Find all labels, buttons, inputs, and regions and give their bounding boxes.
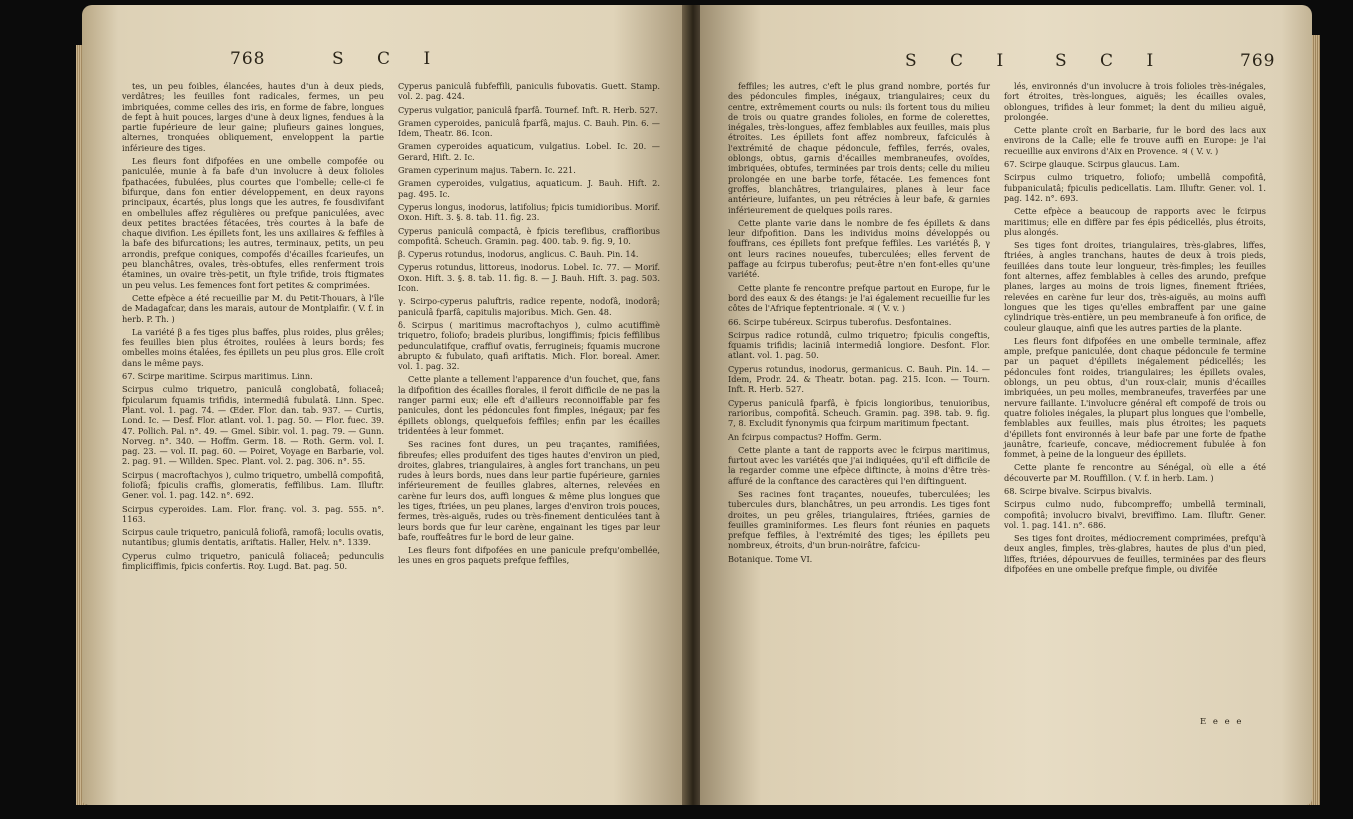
paragraph: Cyperus paniculâ fparfâ, è fpicis longioribus, tenuioribus, rarioribus, compofitâ. Scheuch. Gramin. pag. 398. tab. 9. fig. 7, 8. Excludit fynonymis qua fcirpum maritimum fpectant.: [728, 397, 990, 429]
paragraph: 67. Scirpe glauque. Scirpus glaucus. Lam.: [1004, 159, 1180, 170]
paragraph: Scirpus culmo triquetro, paniculâ conglobatâ, foliaceâ; fpicularum fquamis trifidis, intermediâ fubulatâ. Linn. Spec. Plant. vol. 1. pag. 74. — Œder. Flor. dan. tab. 937. — Curtis, Lond. Ic. — Desf. Flor. atlant. vol. 1. pag. 50. — Flor. fuec. 39. 47. Pollich. Pal. n°. 49. — Gmel. Sibir. vol. 1. pag. 79. — Gunn. Norveg. n°. 340. — Hoffm. Germ. 18. — Roth. Germ. vol. I. pag. 23. — vol. II. pag. 60. — Poiret, Voyage en Barbarie, vol. 2. pag. 91. — Willden. Spec. Plant. vol. 2. pag. 306. n°. 55.: [122, 384, 384, 467]
paragraph: Gramen cyperinum majus. Tabern. Ic. 221.: [398, 165, 576, 176]
paragraph: 66. Scirpe tubéreux. Scirpus tuberofus. Desfontaines.: [728, 316, 952, 327]
paragraph: Scirpus culmo nudo, fubcompreffo; umbellâ terminali, compofitâ; involucro bivalvi, breviffimo. Lam. Illuftr. Gener. vol. 1. pag. 141. n°. 686.: [1004, 499, 1266, 530]
paragraph: γ. Scirpo-cyperus paluftris, radice repente, nodofâ, inodorâ; paniculâ fparfâ, capitulis majoribus. Mich. Gen. 48.: [398, 296, 660, 317]
paragraph: Cette plante a tellement l'apparence d'un fouchet, que, fans la difpofition des écailles florales, il feroit difficile de ne pas la ranger parmi eux; elle eft d'ailleurs reconnoiffable par fes panicules, dont les pédoncules font fimples, inégaux; par fes épillets oblongs, quelquefois feffiles; enfin par les écailles tridentées à leur fommet.: [398, 374, 660, 436]
paragraph: Scirpus culmo triquetro, foliofo; umbellâ compofitâ, fubpaniculatâ; fpiculis pedicellatis. Lam. Illuftr. Gener. vol. 1. pag. 142. n°. 693.: [1004, 172, 1266, 203]
paragraph: Ses tiges font droites, médiocrement comprimées, prefqu'à deux angles, fimples, très-glabres, hautes de plus d'un pied, liffes, ftriées, dépourvues de feuilles, terminées par des fleurs difpofées en une ombelle prefque fimple, ou divifée: [1004, 533, 1266, 575]
catchword: E e e e: [1200, 717, 1244, 727]
paragraph: Cyperus rotundus, inodorus, germanicus. C. Bauh. Pin. 14. — Idem, Prodr. 24. & Theatr. botan. pag. 215. Icon. — Tourn. Inft. R. Herb. 527.: [728, 363, 990, 395]
paragraph: tes, un peu foibles, élancées, hautes d'un à deux pieds, verdâtres; les feuilles font radicales, fermes, un peu imbriquées, comme celles des iris, en forme de fabre, longues de fept à huit pouces, larges d'une à deux lignes, fendues à la partie fupérieure de leur gaine; plufieurs gaines longues, alternes, tronquées obliquement, enveloppent la partie inférieure des tiges.: [122, 81, 384, 153]
paragraph: Cette plante fe rencontre prefque partout en Europe, fur le bord des eaux & des étangs: je l'ai également recueillie fur les côtes de l'Afrique feptentrionale. ♃ ( V. v. ): [728, 282, 990, 314]
paragraph: Cyperus paniculâ compactâ, è fpicis tereflibus, craffioribus compofitâ. Scheuch. Gramin. pag. 400. tab. 9. fig. 9, 10.: [398, 225, 660, 246]
paragraph: La variété β a fes tiges plus baffes, plus roides, plus grêles; fes feuilles bien plus étroites, roulées à leurs bords; fes ombelles moins étalées, fes épillets un peu plus gros. Elle croît dans le même pays.: [122, 326, 384, 368]
right-page-number: 769: [1240, 51, 1276, 71]
paragraph: β. Cyperus rotundus, inodorus, anglicus. C. Bauh. Pin. 14.: [398, 249, 639, 260]
paragraph: Cette efpèce a été recueillie par M. du Petit-Thouars, à l'île de Madagafcar, dans les marais, autour de Montplaifir. ( V. f. in herb. P. Th. ): [122, 292, 384, 324]
paragraph: Gramen cyperoides, paniculâ fparfâ, majus. C. Bauh. Pin. 6. — Idem, Theatr. 86. Icon.: [398, 117, 660, 139]
left-page-header: [82, 49, 686, 75]
paragraph: Gramen cyperoides, vulgatius, aquaticum. J. Bauh. Hift. 2. pag. 495. Ic.: [398, 178, 660, 199]
right-page-header: [700, 49, 1312, 75]
paragraph: 67. Scirpe maritime. Scirpus maritimus. Linn.: [122, 371, 313, 382]
left-running-head: S C I: [332, 49, 445, 69]
left-column-1: [122, 81, 384, 574]
paragraph: Cette efpèce a beaucoup de rapports avec le fcirpus maritimus; elle en diffère par fes épis pédicellés, plus étroits, plus alongés.: [1004, 206, 1266, 237]
paragraph: Les fleurs font difpofées en une ombelle compofée ou paniculée, munie à fa bafe d'un involucre à deux folioles fpathacées, fubulées, plus courtes que l'ombelle; celle-ci fe bifurque, dans fon entier développement, en deux rayons principaux, écartés, plus longs que les autres, fe fousdivifant en ombellules affez régulières ou prefque paniculées, avec deux petites bractées fétacées, très courtes à la bafe de chaque divifion. Les épillets font, les uns axillaires & feffiles à la bafe des bifurcations; les autres, terminaux, petits, un peu arrondis, prefque coniques, compofés d'écailles fcarieufes, un peu blanchâtres, ovales, très-obtufes, elles renferment trois étamines, un ovaire très-petit, un ftyle trifide, trois ftigmates un peu velus. Les femences font fort petites & comprimées.: [122, 156, 384, 290]
paragraph: Ses racines font traçantes, noueufes, tuberculées; les tubercules durs, blanchâtres, un peu arrondis. Les tiges font droites, un peu grêles, triangulaires, ftriées, garnies de feuilles graminiformes. Les fleurs font réunies en paquets prefque feffiles, à l'extrémité des tiges; les épillets peu nombreux, étroits, d'un brun-noirâtre, fafcicu-: [728, 488, 990, 551]
paragraph: Gramen cyperoides aquaticum, vulgatius. Lobel. Ic. 20. — Gerard, Hift. 2. Ic.: [398, 141, 660, 162]
paragraph: Les fleurs font difpofées en une panicule prefqu'ombellée, les unes en gros paquets prefque feffiles,: [398, 545, 660, 566]
paragraph: Cette plante varie dans le nombre de fes épillets & dans leur difpofition. Dans les individus moins développés ou fouffrans, ces épillets font prefque feffiles. Les variétés β, γ ont leurs racines noueufes, tuberculées; elles fervent de paffage au fcirpus tuberofus; peut-être n'en font-elles qu'une variété.: [728, 217, 990, 280]
paragraph: Les fleurs font difpofées en une ombelle terminale, affez ample, prefque paniculée, dont chaque pédoncule fe termine par un paquet d'épillets inégalement pédicellés; les pédoncules font roides, triangulaires; les épillets ovales, oblongs, un peu obtus, d'un roux-clair, munis d'écailles imbriquées, un peu molles, membraneufes, traverfées par une nervure faillante. L'involucre général eft compofé de trois ou quatre folioles inégales, la plupart plus longues que l'ombelle, femblables aux feuilles, mais plus étroites; les paquets d'épillets font environnés à leur bafe par une forte de fpathe jaunâtre, fcarieufe, concave, médiocrement fubulée à fon fommet, à peine de la longueur des épillets.: [1004, 335, 1266, 460]
paragraph: Scirpus caule triquetro, paniculâ foliofâ, ramofâ; loculis ovatis, nutantibus; glumis dentatis, ariftatis. Haller, Helv. n°. 1339.: [122, 527, 384, 548]
right-running-head-2: S C I: [1055, 51, 1168, 71]
paragraph: Ses racines font dures, un peu traçantes, ramifiées, fibreufes; elles produifent des tiges hautes d'environ un pied, droites, glabres, triangulaires, à angles fort tranchans, un peu rudes à leurs bords, nues dans leur partie fupérieure, garnies inférieurement de feuilles glabres, alternes, relevées en carène fur leurs dos, auffi longues & même plus longues que les tiges, ftriées, un peu planes, larges d'environ trois pouces, fermes, très-aiguës, rudes ou très-finement denticulées tant à leurs bords que fur leur carène, engainant les tiges par leur bafe, rouffeâtres fur le bord de leur gaine.: [398, 439, 660, 542]
paragraph: Cette plante fe rencontre au Sénégal, où elle a été découverte par M. Rouffillon. ( V. f. in herb. Lam. ): [1004, 462, 1266, 483]
paragraph: Cyperus rotundus, littoreus, inodorus. Lobel. Ic. 77. — Morif. Oxon. Hift. 3. §. 8. tab. 11. fig. 8. — J. Bauh. Hift. 3. pag. 503. Icon.: [398, 262, 660, 294]
paragraph: Cyperus vulgatior, paniculâ fparfâ. Tournef. Inft. R. Herb. 527.: [398, 104, 658, 115]
paragraph: Scirpus radice rotundâ, culmo triquetro; fpiculis congeftis, fquamis trifidis; laciniâ intermediâ longiore. Desfont. Flor. atlant. vol. 1. pag. 50.: [728, 329, 990, 361]
paragraph: Cette plante croît en Barbarie, fur le bord des lacs aux environs de la Calle; elle fe trouve auffi en Europe: je l'ai recueillie aux environs d'Aix en Provence. ♃ ( V. v. ): [1004, 125, 1266, 156]
right-column-2: [1004, 81, 1266, 577]
paragraph: An fcirpus compactus? Hoffm. Germ.: [728, 431, 882, 442]
right-running-head: S C I: [905, 51, 1018, 71]
paragraph: Scirpus ( macroftachyos ), culmo triquetro, umbellâ compofitâ, foliofâ; fpiculis craffis, glomeratis, feffilibus. Lam. Illuftr. Gener. vol. 1. pag. 142. n°. 692.: [122, 469, 384, 501]
paragraph: Botanique. Tome VI.: [728, 553, 813, 564]
paragraph: feffiles; les autres, c'eft le plus grand nombre, portés fur des pédoncules fimples, inégaux, triangulaires; ceux du centre, extrêmement courts ou nuls: ils fortent tous du milieu de trois ou quatre grandes folioles, en forme de colerettes, inégales, très-longues, affez femblables aux feuilles, mais plus étroites. Les épillets font affez nombreux, fafciculés à l'extrémité de chaque pédoncule, feffiles, ferrés, ovales, oblongs, obtus, garnis d'écailles membraneufes, ovoïdes, imbriquées, obtufes, terminées par trois dents; celle du milieu prolongée en une barbe torfe, fétacée. Les femences font groffes, blanchâtres, triangulaires, planes à leur face antérieure, luifantes, un peu rétrécies à leur bafe, & garnies inférieurement de quelques poils rares.: [728, 81, 990, 215]
paragraph: Cette plante a tant de rapports avec le fcirpus maritimus, furtout avec les variétés que j'ai indiquées, qu'il eft difficile de la regarder comme une efpèce diftincte, à moins d'être très-affuré de la conftance des caractères qui l'en diftinguent.: [728, 444, 990, 486]
paragraph: Cyperus paniculâ fubfeffili, paniculis fubovatis. Guett. Stamp. vol. 2. pag. 424.: [398, 81, 660, 102]
left-column-2: [398, 81, 660, 569]
right-column-1: [728, 81, 990, 567]
right-page: [700, 5, 1312, 805]
paragraph: Cyperus culmo triquetro, paniculâ foliaceâ; pedunculis fimpliciffimis, fpicis confertis. Roy. Lugd. Bat. pag. 50.: [122, 550, 384, 572]
paragraph: Cyperus longus, inodorus, latifolius; fpicis tumidioribus. Morif. Oxon. Hift. 3. §. 8. tab. 11. fig. 23.: [398, 201, 660, 223]
left-page: [82, 5, 686, 805]
left-page-number: 768: [230, 49, 266, 69]
paragraph: lés, environnés d'un involucre à trois folioles très-inégales, fort étroites, très-longues, aiguës; les écailles ovales, oblongues, trifides à leur fommet; la dent du milieu aiguë, prolongée.: [1004, 81, 1266, 122]
paragraph: Scirpus cyperoides. Lam. Flor. franç. vol. 3. pag. 555. n°. 1163.: [122, 503, 384, 524]
paragraph: 68. Scirpe bivalve. Scirpus bivalvis.: [1004, 485, 1152, 496]
paragraph: Ses tiges font droites, triangulaires, très-glabres, liffes, ftriées, à angles tranchans, hautes de deux à trois pieds, feuillées dans toute leur longueur, très-fimples; les feuilles font alternes, affez femblables à celles des arundo, prefque planes, larges au moins de trois lignes, finement ftriées, relevées en carène fur leur dos, très-aiguës, au moins auffi longues que les tiges qu'elles embraffent par une gaine cylindrique très-entière, un peu membraneufe à fon orifice, de couleur glauque, ainfi que les autres parties de la plante.: [1004, 240, 1266, 333]
open-book: [82, 5, 1312, 805]
paragraph: δ. Scirpus ( maritimus macroftachyos ), culmo acutiffimè triquetro, foliofo; bradeis pluribus, longiffimis; fpicis feffilibus pedunculatifque, craffiuf ovatis, ferrugineis; fquamis mucrone abrupto & fubulato, quafi ariftatis. Mich. Flor. boreal. Amer. vol. 1. pag. 32.: [398, 319, 660, 372]
